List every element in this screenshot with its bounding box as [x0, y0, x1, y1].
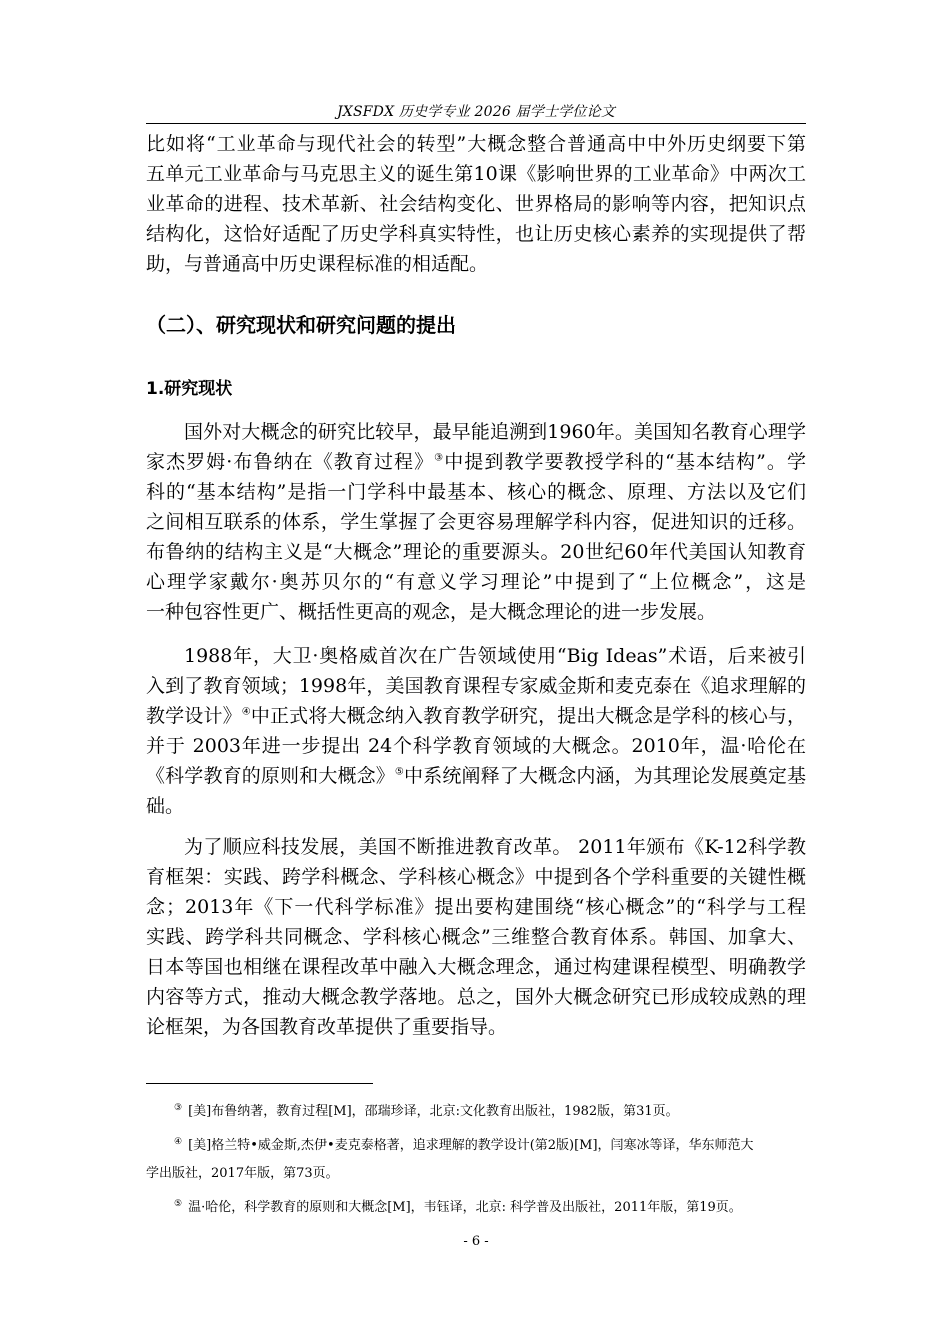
- text-line: 国外对大概念的研究比较早，最早能追溯到1960年。美国知名教育心理学: [184, 421, 806, 443]
- text-segment: 中系统阐释了大概念内涵，为其理论发展奠定基: [404, 765, 806, 787]
- footnote-ref[interactable]: ⑤: [394, 766, 405, 778]
- footnote-4: ④ [美]格兰特•威金斯,杰伊•麦克泰格著，追求理解的教学设计(第2版)[M]，闫寒冰等译，华东师范大 学出版社，2017年版，第73页。: [146, 1136, 754, 1181]
- footnote-text: [美]格兰特•威金斯,杰伊•麦克泰格著，追求理解的教学设计(第2版)[M]，闫寒冰等译，华东师范大: [188, 1138, 754, 1153]
- paragraph-foreign-research: [146, 417, 806, 627]
- text-line: 之间相互联系的体系，学生掌握了会更容易理解学科内容，促进知识的迁移。: [146, 511, 806, 533]
- footnote-text-continued: 学出版社，2017年版，第73页。: [146, 1166, 339, 1181]
- text-line: 日本等国也相继在课程改革中融入大概念理念，通过构建课程模型、明确教学: [146, 956, 806, 978]
- page-number: - 6 -: [463, 1234, 489, 1249]
- paragraph-intro: [146, 129, 806, 279]
- text-line: 布鲁纳的结构主义是“大概念”理论的重要源头。20世纪60年代美国认知教育: [146, 541, 806, 563]
- text-line: 比如将“工业革命与现代社会的转型”大概念整合普通高中中外历史纲要下第: [146, 133, 806, 155]
- footnote-3: ③ [美]布鲁纳著，教育过程[M]，邵瑞珍译，北京:文化教育出版社，1982版，第31页。: [174, 1102, 679, 1119]
- paragraph-education-reform: [146, 832, 806, 1042]
- paragraph-big-ideas-history: [146, 641, 806, 821]
- text-line: 入到了教育领域；1998年，美国教育课程专家威金斯和麦克泰在《追求理解的: [146, 675, 806, 697]
- text-segment: 中正式将大概念纳入教育教学研究，提出大概念是学科的核心与，: [250, 705, 806, 727]
- text-line: 础。: [146, 795, 185, 817]
- text-line: 为了顺应科技发展，美国不断推进教育改革。 2011年颁布《K-12科学教: [184, 836, 806, 858]
- footnote-text: 温·哈伦，科学教育的原则和大概念[M]，韦钰译，北京: 科学普及出版社，2011年版，第19页。: [188, 1200, 742, 1215]
- text-line: 心理学家戴尔·奥苏贝尔的“有意义学习理论”中提到了“上位概念”，这是: [146, 571, 806, 593]
- text-line: 并于 2003年进一步提出 24个科学教育领域的大概念。2010年，温·哈伦在: [146, 735, 806, 757]
- running-header: JXSFDX 历史学专业 2026 届学士学位论文: [146, 103, 806, 124]
- text-line: 1988年，大卫·奥格威首次在广告领域使用“Big Ideas”术语，后来被引: [184, 645, 806, 667]
- text-line: 五单元工业革命与马克思主义的诞生第10课《影响世界的工业革命》中两次工: [146, 163, 806, 185]
- text-line: 实践、跨学科共同概念、学科核心概念”三维整合教育体系。韩国、加拿大、: [146, 926, 806, 948]
- text-segment: 《科学教育的原则和大概念》: [146, 765, 395, 787]
- text-segment: 中提到教学要教授学科的“基本结构”。学: [444, 451, 806, 473]
- text-line: [146, 701, 806, 731]
- text-line: 一种包容性更广、概括性更高的观念，是大概念理论的进一步发展。: [146, 601, 717, 623]
- text-line: 业革命的进程、技术革新、社会结构变化、世界格局的影响等内容，把知识点: [146, 193, 806, 215]
- text-line: 助，与普通高中历史课程标准的相适配。: [146, 253, 489, 275]
- text-line: [146, 761, 806, 791]
- text-line: [146, 447, 806, 477]
- subsection-heading: 1.研究现状: [146, 379, 233, 399]
- text-line: 内容等方式，推动大概念教学落地。总之，国外大概念研究已形成较成熟的理: [146, 986, 806, 1008]
- text-segment: 家杰罗姆·布鲁纳在《教育过程》: [146, 451, 435, 473]
- section-heading: （二）、研究现状和研究问题的提出: [146, 313, 456, 337]
- footnote-divider: [146, 1083, 373, 1084]
- text-line: 结构化，这恰好适配了历史学科真实特性，也让历史核心素养的实现提供了帮: [146, 223, 806, 245]
- text-line: 科的“基本结构”是指一门学科中最基本、核心的概念、原理、方法以及它们: [146, 481, 806, 503]
- footnote-ref[interactable]: ③: [434, 452, 445, 464]
- text-line: 育框架：实践、跨学科概念、学科核心概念》中提到各个学科重要的关键性概: [146, 866, 806, 888]
- text-segment: 教学设计》: [146, 705, 242, 727]
- footnote-5: ⑤ 温·哈伦，科学教育的原则和大概念[M]，韦钰译，北京: 科学普及出版社，2011年版，第19页。: [174, 1198, 742, 1215]
- text-line: 念；2013年《下一代科学标准》提出要构建围绕“核心概念”的“科学与工程: [146, 896, 806, 918]
- text-line: 论框架，为各国教育改革提供了重要指导。: [146, 1016, 508, 1038]
- footnote-text: [美]布鲁纳著，教育过程[M]，邵瑞珍译，北京:文化教育出版社，1982版，第31页。: [188, 1104, 679, 1119]
- footnote-ref[interactable]: ④: [241, 706, 251, 718]
